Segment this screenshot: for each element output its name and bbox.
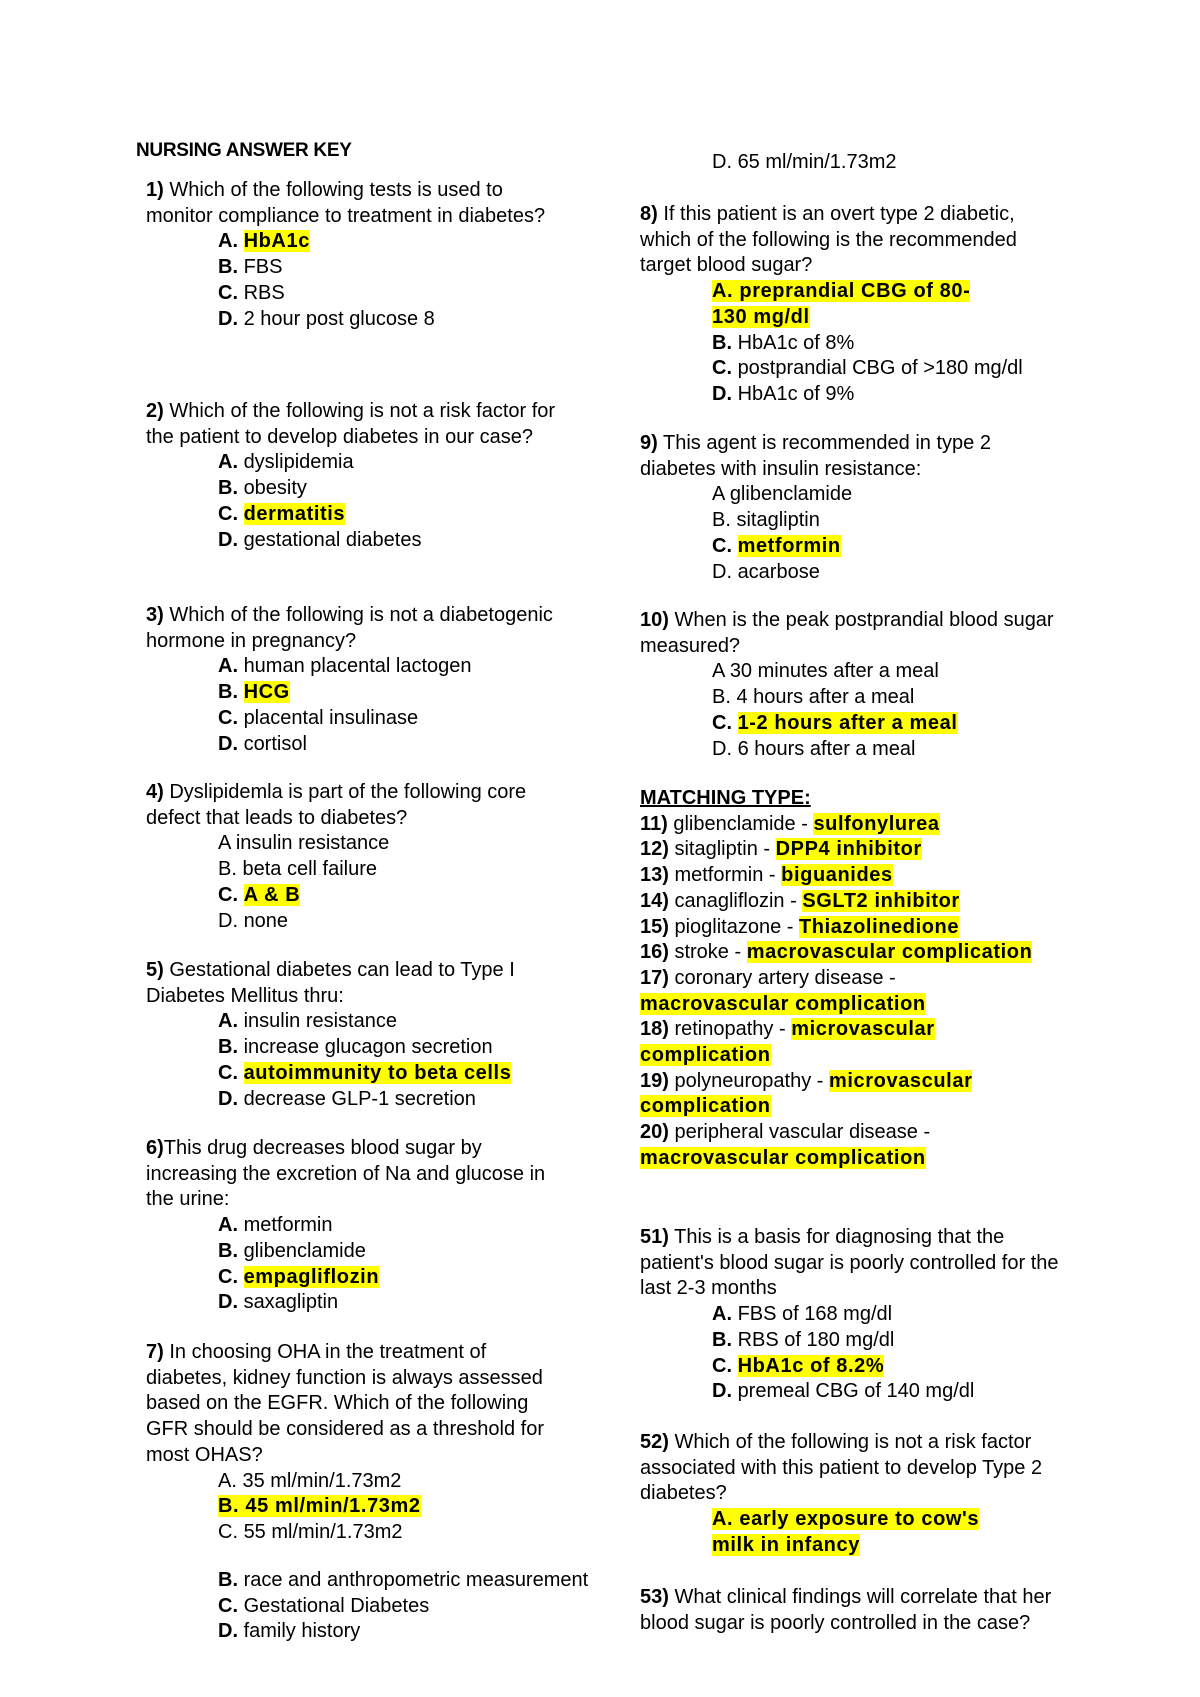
question-5: 5) Gestational diabetes can lead to Type I Diabetes Mellitus thru: A. insulin resistance B. increase glucagon secretion C. autoimmunity to beta cells D. decrease GLP-1 secretion <box>146 958 576 1112</box>
question-3: 3) Which of the following is not a diabetogenic hormone in pregnancy? A. human placental lactogen B. HCG C. placental insulinase D. cortisol <box>146 603 566 757</box>
option-c: C. HbA1c of 8.2% <box>712 1354 885 1377</box>
option-a: A glibenclamide <box>712 483 853 506</box>
correct-answer: metformin <box>737 534 841 557</box>
option-b: B. 45 ml/min/1.73m2 <box>218 1495 421 1518</box>
correct-answer: dermatitis <box>243 502 346 525</box>
correct-answer: HbA1c of 8.2% <box>737 1354 885 1377</box>
option-b: B. glibenclamide <box>218 1239 366 1262</box>
option-c: C. metformin <box>712 534 841 557</box>
correct-answer: autoimmunity to beta cells <box>243 1061 512 1084</box>
option-d: D. 6 hours after a meal <box>712 737 916 760</box>
option-a: A. dyslipidemia <box>218 451 354 474</box>
option-d: D. acarbose <box>712 560 820 583</box>
option-d: D. none <box>218 909 289 932</box>
option-a: A. human placental lactogen <box>218 655 472 678</box>
option-b: B. obesity <box>218 477 307 500</box>
question-2: 2) Which of the following is not a risk factor for the patient to develop diabetes in our case? A. dyslipidemia B. obesity C. dermatitis D. gestational diabetes <box>146 399 566 553</box>
match-item-19: 19) polyneuropathy - microvascular complication <box>640 1069 973 1118</box>
option-a: A. 35 ml/min/1.73m2 <box>218 1469 402 1492</box>
match-item-15: 15) pioglitazone - Thiazolinedione <box>640 915 960 938</box>
option-b: B. HbA1c of 8% <box>712 331 855 354</box>
question-10: 10) When is the peak postprandial blood sugar measured? A 30 minutes after a meal B. 4 hours after a meal C. 1-2 hours after a meal D. 6 hours after a meal <box>640 608 1070 762</box>
question-53: 53) What clinical findings will correlate that her blood sugar is poorly controlled in the case? <box>640 1586 1052 1634</box>
question-4: 4) Dyslipidemla is part of the following core defect that leads to diabetes? A insulin resistance B. beta cell failure C. A & B D. none <box>146 780 566 934</box>
question-52-continued <box>146 1568 589 1645</box>
option-c: C. autoimmunity to beta cells <box>218 1061 512 1084</box>
correct-answer: HCG <box>243 681 290 704</box>
option-a: A. preprandial CBG of 80-130 mg/dl <box>712 280 971 328</box>
option-d: D. premeal CBG of 140 mg/dl <box>712 1380 975 1403</box>
correct-answer: 1-2 hours after a meal <box>737 711 958 734</box>
match-item-11: 11) glibenclamide - sulfonylurea <box>640 812 940 835</box>
option-d: D. gestational diabetes <box>218 528 422 551</box>
option-d: D. HbA1c of 9% <box>712 382 855 405</box>
option-c: C. dermatitis <box>218 502 346 525</box>
option-c: C. empagliflozin <box>218 1265 380 1288</box>
option-d: D. 2 hour post glucose 8 <box>218 307 435 330</box>
correct-answer: early exposure to cow's milk in infancy <box>712 1508 980 1556</box>
question-text: Which of the following tests is used to monitor compliance to treatment in diabetes? <box>146 179 546 227</box>
correct-answer: 45 ml/min/1.73m2 <box>245 1495 421 1518</box>
question-9: 9) This agent is recommended in type 2 diabetes with insulin resistance: A glibenclamide B. sitagliptin C. metformin D. acarbose <box>640 431 1070 585</box>
option-b: B. FBS <box>218 256 283 279</box>
option-b: B. RBS of 180 mg/dl <box>712 1328 895 1351</box>
match-item-17: 17) coronary artery disease - macrovascular complication <box>640 966 926 1015</box>
correct-answer: empagliflozin <box>243 1265 380 1288</box>
match-item-20: 20) peripheral vascular disease - macrovascular complication <box>640 1121 931 1169</box>
option-b: B. HCG <box>218 681 290 704</box>
option-c: C. postprandial CBG of >180 mg/dl <box>712 357 1023 380</box>
match-item-16: 16) stroke - macrovascular complication <box>640 941 1033 964</box>
option-d: D. saxagliptin <box>218 1291 339 1314</box>
question-51: 51) This is a basis for diagnosing that the patient's blood sugar is poorly controlled for the last 2-3 months A. FBS of 168 mg/dl B. RBS of 180 mg/dl C. HbA1c of 8.2% D. premeal CBG of 140 mg/dl <box>640 1225 1070 1405</box>
question-number: 1) <box>146 179 164 201</box>
match-item-13: 13) metformin - biguanides <box>640 864 893 887</box>
option-b: B. sitagliptin <box>712 509 820 532</box>
match-item-12: 12) sitagliptin - DPP4 inhibitor <box>640 838 922 861</box>
correct-answer: HbA1c <box>243 230 310 253</box>
matching-title: MATCHING TYPE: <box>640 787 811 809</box>
option-a: A. early exposure to cow's milk in infancy <box>712 1508 980 1556</box>
option-b: B. increase glucagon secretion <box>218 1036 493 1059</box>
option-c: C. Gestational Diabetes <box>218 1594 430 1617</box>
page-title: NURSING ANSWER KEY <box>136 140 352 161</box>
question-8: 8) If this patient is an overt type 2 diabetic, which of the following is the recommended target blood sugar? A. preprandial CBG of 80-130 mg/dl B. HbA1c of 8% C. postprandial CBG of >180 mg/dl D. HbA1c of 9% <box>640 202 1070 408</box>
option-d-continued: D. 65 ml/min/1.73m2 <box>712 151 897 173</box>
correct-answer: preprandial CBG of 80-130 mg/dl <box>712 280 971 328</box>
match-item-18: 18) retinopathy - microvascular complication <box>640 1018 935 1067</box>
option-a: A. FBS of 168 mg/dl <box>712 1303 893 1326</box>
question-6: 6)This drug decreases blood sugar by increasing the excretion of Na and glucose in the urine: A. metformin B. glibenclamide C. empagliflozin D. saxagliptin <box>146 1136 566 1316</box>
option-b: B. beta cell failure <box>218 858 377 881</box>
option-a: A. insulin resistance <box>218 1010 397 1033</box>
question-7: 7) In choosing OHA in the treatment of diabetes, kidney function is always assessed based on the EGFR. Which of the following GFR should be considered as a threshold for most OHAS? A. 35 ml/min/1.73m2 B. 45 ml/min/1.73m2 C. 55 ml/min/1.73m2 D. 65 ml/min/1.73m2 <box>146 1340 566 1546</box>
matching-section <box>640 786 1080 1172</box>
correct-answer: A & B <box>243 883 301 906</box>
option-d: D. decrease GLP-1 secretion <box>218 1087 476 1110</box>
match-item-14: 14) canagliflozin - SGLT2 inhibitor <box>640 889 960 912</box>
option-a: A. metformin <box>218 1214 333 1237</box>
option-c: C. 55 ml/min/1.73m2 <box>218 1520 403 1543</box>
option-c: C. A & B <box>218 883 301 906</box>
option-d: D. family history <box>218 1620 361 1643</box>
option-b: B. race and anthropometric measurement <box>218 1569 589 1591</box>
option-d: D. cortisol <box>218 732 307 755</box>
question-1 <box>146 178 566 332</box>
option-a: A. HbA1c <box>218 230 310 253</box>
option-a: A 30 minutes after a meal <box>712 660 939 683</box>
option-c: C. 1-2 hours after a meal <box>712 711 958 734</box>
option-c: C. RBS <box>218 281 285 304</box>
option-b: B. 4 hours after a meal <box>712 686 915 709</box>
question-52: 52) Which of the following is not a risk factor associated with this patient to develop Type 2 diabetes? A. early exposure to cow's milk in infancy <box>640 1430 1070 1559</box>
option-c: C. placental insulinase <box>218 706 419 729</box>
option-a: A insulin resistance <box>218 832 390 855</box>
